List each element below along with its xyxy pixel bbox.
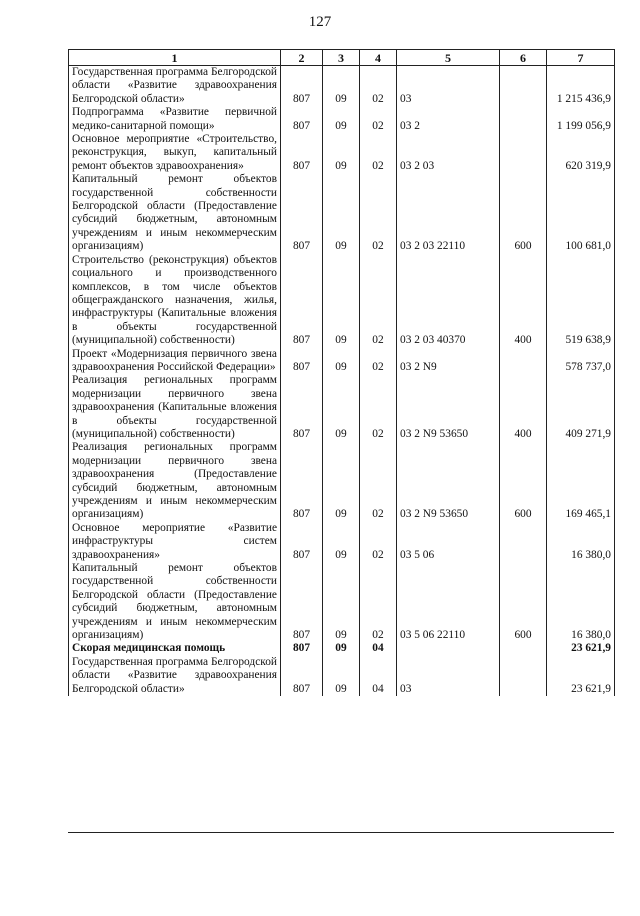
row-target-code: 03 2 N9 53650 — [397, 441, 500, 521]
col-header-7: 7 — [547, 50, 615, 66]
row-target-code: 03 — [397, 656, 500, 696]
row-target-code: 03 2 03 — [397, 133, 500, 173]
table-bottom-border — [68, 832, 614, 833]
col-header-3: 3 — [323, 50, 360, 66]
row-target-code: 03 2 N9 53650 — [397, 374, 500, 441]
row-expense-type: 600 — [500, 562, 547, 642]
row-subsection: 02 — [360, 522, 397, 562]
row-expense-type — [500, 348, 547, 375]
row-target-code: 03 5 06 — [397, 522, 500, 562]
row-subsection: 02 — [360, 374, 397, 441]
table-row — [69, 562, 615, 642]
row-name: Основное мероприятие «Строительство, реконструкция, выкуп, капитальный ремонт объектов здравоохранения» — [69, 133, 281, 173]
table-row — [69, 173, 615, 253]
table-row — [69, 348, 615, 375]
row-expense-type — [500, 133, 547, 173]
col-header-1: 1 — [69, 50, 281, 66]
row-expense-type — [500, 66, 547, 107]
row-amount: 578 737,0 — [547, 348, 615, 375]
row-subsection: 02 — [360, 133, 397, 173]
row-amount: 519 638,9 — [547, 254, 615, 348]
row-chapter: 807 — [281, 106, 323, 133]
row-section: 09 — [323, 66, 360, 107]
row-subsection: 02 — [360, 254, 397, 348]
row-section: 09 — [323, 374, 360, 441]
row-chapter: 807 — [281, 133, 323, 173]
row-section: 09 — [323, 642, 360, 655]
row-name: Реализация региональных программ модернизации первичного звена здравоохранения (Предоставление субсидий бюджетным, автономным учреждениям и иным некоммерческим организациям) — [69, 441, 281, 521]
row-section: 09 — [323, 348, 360, 375]
row-amount: 23 621,9 — [547, 642, 615, 655]
row-expense-type — [500, 106, 547, 133]
row-chapter: 807 — [281, 66, 323, 107]
row-chapter: 807 — [281, 173, 323, 253]
budget-table — [68, 49, 615, 696]
row-subsection: 02 — [360, 173, 397, 253]
row-section: 09 — [323, 254, 360, 348]
row-amount: 1 215 436,9 — [547, 66, 615, 107]
row-subsection: 02 — [360, 66, 397, 107]
row-amount: 16 380,0 — [547, 562, 615, 642]
row-name: Капитальный ремонт объектов государственной собственности Белгородской области (Предоставление субсидий бюджетным, автономным учреждениям и иным некоммерческим организациям) — [69, 562, 281, 642]
row-section: 09 — [323, 522, 360, 562]
row-target-code: 03 2 N9 — [397, 348, 500, 375]
row-name: Капитальный ремонт объектов государственной собственности Белгородской области (Предоставление субсидий бюджетным, автономным учреждениям и иным некоммерческим организациям) — [69, 173, 281, 253]
row-target-code: 03 2 03 40370 — [397, 254, 500, 348]
row-section: 09 — [323, 656, 360, 696]
row-name: Подпрограмма «Развитие первичной медико-санитарной помощи» — [69, 106, 281, 133]
row-name: Государственная программа Белгородской области «Развитие здравоохранения Белгородской области» — [69, 66, 281, 107]
row-section: 09 — [323, 106, 360, 133]
row-name: Проект «Модернизация первичного звена здравоохранения Российской Федерации» — [69, 348, 281, 375]
row-subsection: 04 — [360, 656, 397, 696]
col-header-2: 2 — [281, 50, 323, 66]
page-number: 127 — [308, 14, 332, 30]
row-name: Основное мероприятие «Развитие инфраструктуры систем здравоохранения» — [69, 522, 281, 562]
row-expense-type — [500, 642, 547, 655]
row-section: 09 — [323, 173, 360, 253]
row-amount: 23 621,9 — [547, 656, 615, 696]
row-target-code: 03 2 03 22110 — [397, 173, 500, 253]
row-target-code — [397, 642, 500, 655]
row-amount: 620 319,9 — [547, 133, 615, 173]
row-expense-type: 600 — [500, 441, 547, 521]
table-body — [69, 66, 615, 697]
row-subsection: 02 — [360, 106, 397, 133]
row-expense-type: 400 — [500, 254, 547, 348]
row-chapter: 807 — [281, 254, 323, 348]
table-row — [69, 441, 615, 521]
row-chapter: 807 — [281, 348, 323, 375]
table-row — [69, 133, 615, 173]
row-amount: 100 681,0 — [547, 173, 615, 253]
row-chapter: 807 — [281, 522, 323, 562]
table-row — [69, 374, 615, 441]
row-chapter: 807 — [281, 562, 323, 642]
row-name: Строительство (реконструкция) объектов социального и производственного комплексов, в том числе объектов общегражданского назначения, жилья, инфраструктуры (Капитальные вложения в объекты государственной (муниципальной) собственности) — [69, 254, 281, 348]
row-expense-type — [500, 522, 547, 562]
table-row — [69, 522, 615, 562]
table-row — [69, 254, 615, 348]
header-row — [69, 50, 615, 66]
row-subsection: 04 — [360, 642, 397, 655]
row-section: 09 — [323, 133, 360, 173]
row-amount: 1 199 056,9 — [547, 106, 615, 133]
row-subsection: 02 — [360, 562, 397, 642]
table-row — [69, 66, 615, 107]
row-subsection: 02 — [360, 441, 397, 521]
row-chapter: 807 — [281, 441, 323, 521]
row-target-code: 03 2 — [397, 106, 500, 133]
row-expense-type: 600 — [500, 173, 547, 253]
row-expense-type — [500, 656, 547, 696]
table-row — [69, 656, 615, 696]
row-name: Государственная программа Белгородской области «Развитие здравоохранения Белгородской области» — [69, 656, 281, 696]
col-header-4: 4 — [360, 50, 397, 66]
row-amount: 409 271,9 — [547, 374, 615, 441]
row-amount: 16 380,0 — [547, 522, 615, 562]
row-expense-type: 400 — [500, 374, 547, 441]
col-header-6: 6 — [500, 50, 547, 66]
row-name: Скорая медицинская помощь — [69, 642, 281, 655]
row-section: 09 — [323, 562, 360, 642]
table-row — [69, 106, 615, 133]
row-target-code: 03 5 06 22110 — [397, 562, 500, 642]
row-section: 09 — [323, 441, 360, 521]
row-name: Реализация региональных программ модернизации первичного звена здравоохранения (Капитальные вложения в объекты государственной (муниципальной) собственности) — [69, 374, 281, 441]
table-row — [69, 642, 615, 655]
row-target-code: 03 — [397, 66, 500, 107]
row-amount: 169 465,1 — [547, 441, 615, 521]
row-chapter: 807 — [281, 642, 323, 655]
col-header-5: 5 — [397, 50, 500, 66]
row-chapter: 807 — [281, 374, 323, 441]
row-subsection: 02 — [360, 348, 397, 375]
row-chapter: 807 — [281, 656, 323, 696]
